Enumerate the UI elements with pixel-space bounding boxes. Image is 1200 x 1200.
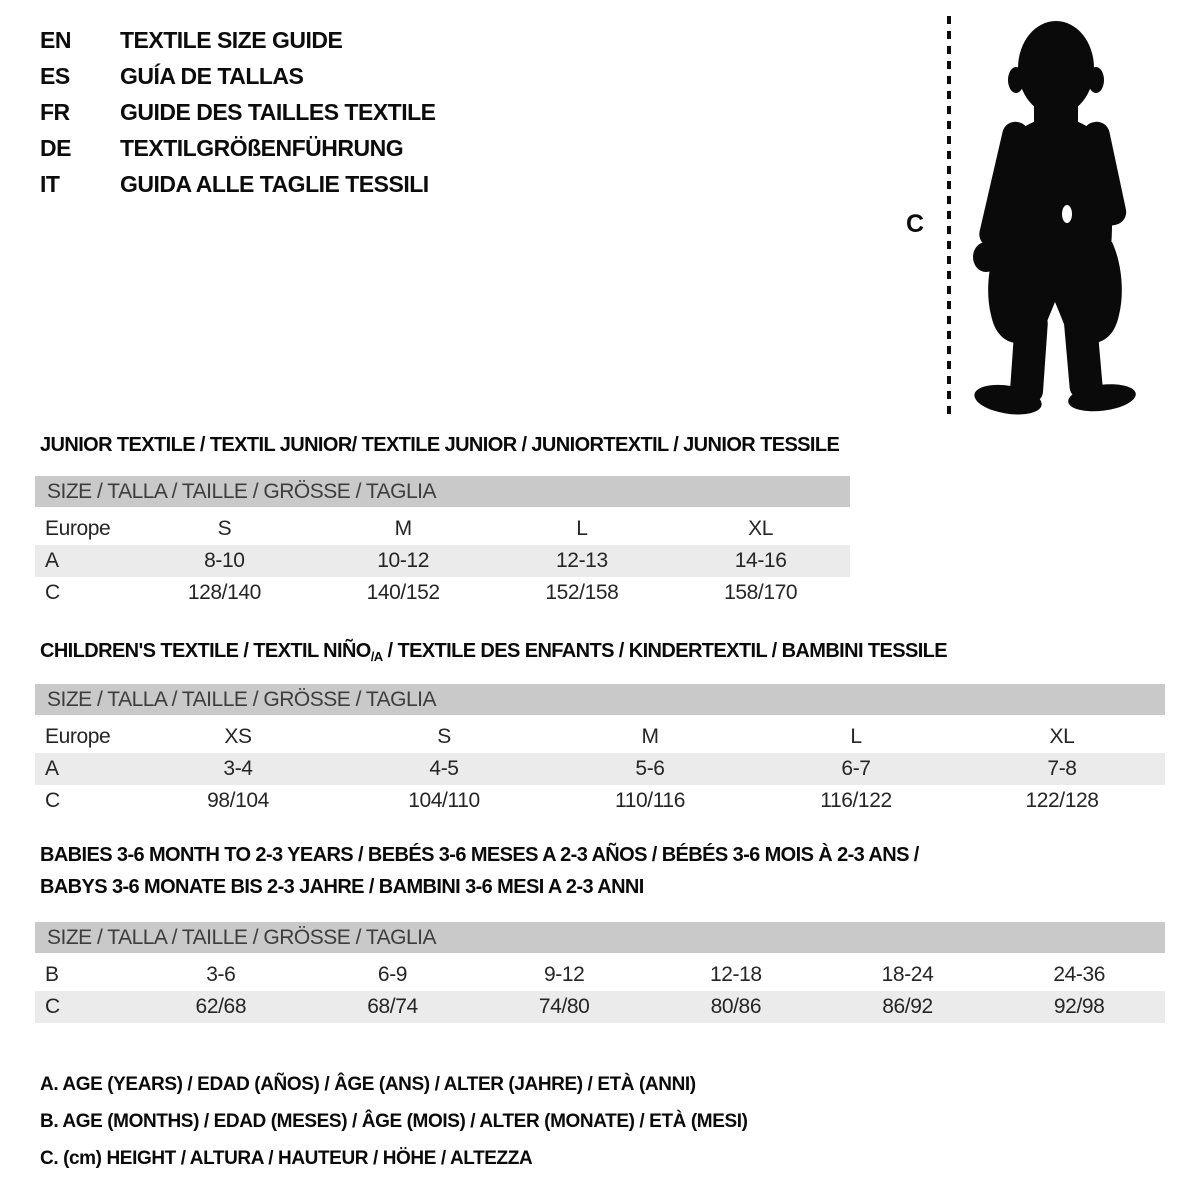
table-cell: 18-24 [881,963,934,986]
table-cell: 10-12 [377,549,429,572]
height-figure [890,12,1160,424]
table-cell: 110/116 [615,789,685,812]
table-cell: 92/98 [1053,995,1105,1018]
table-cell: 4-5 [429,757,459,780]
table-cell: 116/122 [820,789,892,812]
table-cell: 74/80 [538,995,590,1018]
language-label: TEXTILGRÖßENFÜHRUNG [120,135,404,161]
table-cell: 5-6 [635,757,665,780]
section-title-children [40,640,947,668]
size-table-header: SIZE / TALLA / TAILLE / GRÖSSE / TAGLIA [35,684,1165,715]
toddler-silhouette-icon [964,14,1146,419]
legend-note-c: C. (cm) HEIGHT / ALTURA / HAUTEUR / HÖHE / ALTEZZA [40,1148,533,1169]
junior-size-table [35,476,850,609]
table-cell: 14-16 [734,549,787,572]
language-code: ES [40,63,70,89]
height-measure-label: C [906,210,924,238]
table-cell: 152/158 [545,581,619,604]
row-label: C [45,789,60,812]
height-measure-line [947,16,951,416]
table-cell: L [850,725,862,748]
language-label: GUIDA ALLE TAGLIE TESSILI [120,171,429,197]
row-label: Europe [45,517,111,540]
table-cell: 9-12 [543,963,585,986]
table-cell: 68/74 [367,995,418,1018]
section-title-text: JUNIOR TEXTILE / TEXTIL JUNIOR/ TEXTILE JUNIOR / JUNIORTEXTIL / JUNIOR TESSILE [40,434,840,456]
table-cell: 12-13 [556,549,608,572]
language-code: FR [40,99,70,125]
table-row [35,577,850,609]
row-label: B [45,963,59,986]
table-cell: 8-10 [204,549,245,572]
language-label: GUIDE DES TAILLES TEXTILE [120,99,436,125]
language-code: IT [40,171,60,197]
table-cell: XL [1049,725,1075,748]
table-cell: 7-8 [1047,757,1077,780]
row-label: C [45,995,60,1018]
table-cell: 128/140 [187,581,261,604]
section-title-babies-line2 [40,876,644,898]
table-cell: M [641,725,659,748]
section-title-subscript: /A [370,649,383,664]
table-row [35,545,850,577]
table-cell: 24-36 [1053,963,1106,986]
table-cell: XL [748,517,774,540]
language-code: DE [40,135,71,161]
table-cell: 140/152 [366,581,440,604]
size-table-header: SIZE / TALLA / TAILLE / GRÖSSE / TAGLIA [35,922,1165,953]
table-cell: XS [224,725,252,748]
legend-note-b: B. AGE (MONTHS) / EDAD (MESES) / ÂGE (MOIS) / ALTER (MONATE) / ETÀ (MESI) [40,1111,748,1132]
table-row [35,721,1165,753]
table-cell: L [576,517,588,540]
table-cell: 80/86 [710,995,762,1018]
table-cell: M [394,517,412,540]
legend-note-a: A. AGE (YEARS) / EDAD (AÑOS) / ÂGE (ANS) / ALTER (JAHRE) / ETÀ (ANNI) [40,1074,696,1095]
table-cell: 122/128 [1025,789,1099,812]
row-label: A [45,549,59,572]
language-list [40,28,436,197]
table-row [35,513,850,545]
row-label: A [45,757,59,780]
section-title-text: / TEXTILE DES ENFANTS / KINDERTEXTIL / BAMBINI TESSILE [382,640,948,662]
table-row [35,753,1165,785]
table-cell: 3-4 [223,757,253,780]
row-label: Europe [45,725,111,748]
table-cell: 158/170 [724,581,798,604]
table-cell: 6-7 [841,757,871,780]
table-row [35,785,1165,817]
table-cell: S [437,725,451,748]
language-label: GUÍA DE TALLAS [120,63,304,89]
section-title-babies-line1 [40,844,919,866]
size-table-header: SIZE / TALLA / TAILLE / GRÖSSE / TAGLIA [35,476,850,507]
table-cell: 98/104 [207,789,269,812]
table-cell: 62/68 [195,995,247,1018]
section-title-junior [40,434,839,456]
table-row [35,991,1165,1023]
section-title-text: BABYS 3-6 MONATE BIS 2-3 JAHRE / BAMBINI 3-6 MESI A 2-3 ANNI [40,876,644,898]
language-code: EN [40,27,71,53]
legend-notes [40,1066,748,1177]
table-cell: 104/110 [408,789,480,812]
table-cell: 12-18 [709,963,762,986]
table-cell: 3-6 [206,963,236,986]
table-cell: S [217,517,232,540]
language-label: TEXTILE SIZE GUIDE [120,27,343,53]
section-title-text: CHILDREN'S TEXTILE / TEXTIL NIÑO [40,640,371,662]
babies-size-table [35,922,1165,1023]
table-cell: 86/92 [882,995,933,1018]
table-row [35,959,1165,991]
children-size-table [35,684,1165,817]
row-label: C [45,581,60,604]
table-cell: 6-9 [377,963,408,986]
section-title-text: BABIES 3-6 MONTH TO 2-3 YEARS / BEBÉS 3-6 MESES A 2-3 AÑOS / BÉBÉS 3-6 MOIS À 2-3 ANS / [40,844,919,866]
